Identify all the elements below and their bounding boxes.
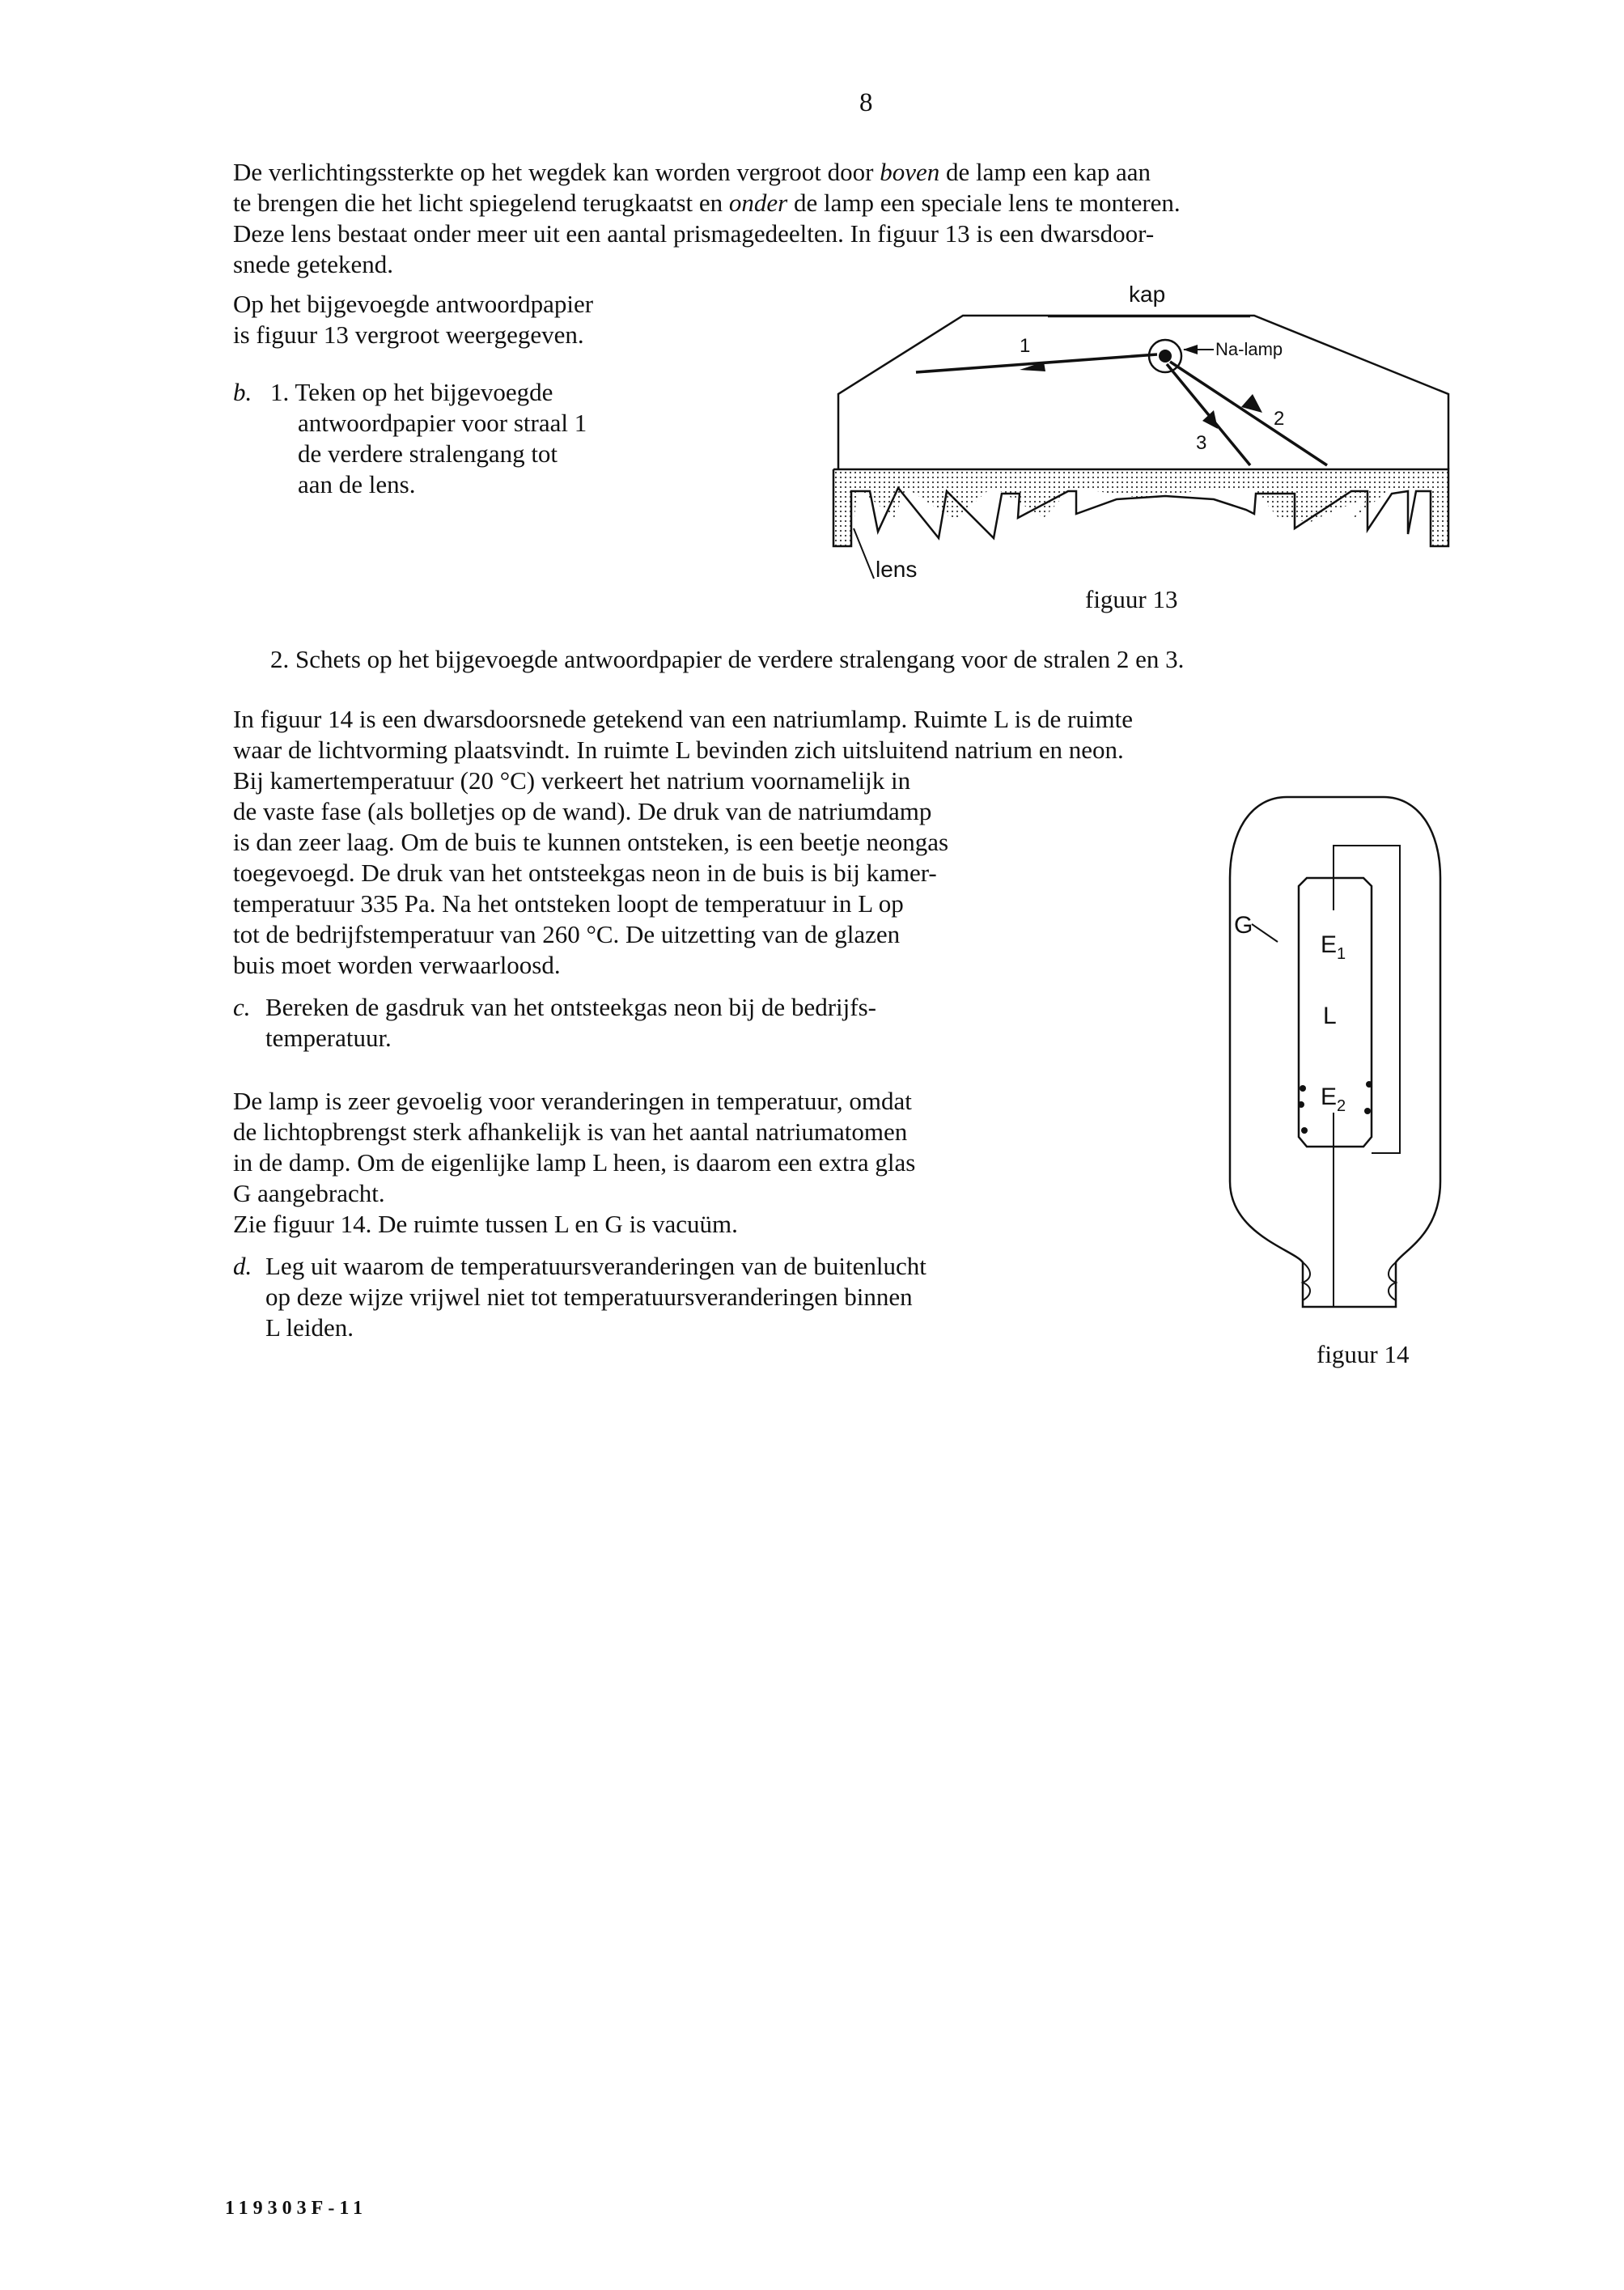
ray-3-arrowhead bbox=[1202, 410, 1218, 429]
intro-line-2 bbox=[233, 188, 1181, 218]
outer-glass-G bbox=[1230, 797, 1440, 1307]
intro-line-4: snede getekend. bbox=[233, 250, 393, 278]
ray-1-label: 1 bbox=[1020, 335, 1031, 357]
lens-pointer bbox=[854, 528, 874, 579]
screw-base-right bbox=[1389, 1262, 1396, 1300]
electrode-letter: E bbox=[1321, 1084, 1338, 1110]
question-c-letter bbox=[233, 992, 251, 1023]
intro-line-1 bbox=[233, 157, 1151, 188]
question-letter: b. bbox=[233, 378, 252, 406]
page-number: 8 bbox=[859, 88, 873, 117]
lamp-text-line-4: G aangebracht. bbox=[233, 1179, 385, 1207]
electrode-E2-label bbox=[1321, 1084, 1346, 1115]
sodium-text-line-4: de vaste fase (als bolletjes op de wand). De druk van de natriumdamp bbox=[233, 797, 932, 825]
outer-glass-G-label: G bbox=[1234, 912, 1253, 939]
footer-code: 119303F-11 bbox=[225, 2198, 368, 2219]
sodium-text-line-9: buis moet worden verwaarloosd. bbox=[233, 951, 561, 979]
kap-outline bbox=[838, 316, 1448, 469]
figure-13-caption: figuur 13 bbox=[1085, 585, 1178, 613]
na-lamp-core bbox=[1159, 350, 1172, 363]
lamp-text-line-3: in de damp. Om de eigenlijke lamp L heen, is daarom een extra glas bbox=[233, 1148, 916, 1177]
question-b2: 2. Schets op het bijgevoegde antwoordpapier de verdere stralengang voor de stralen 2 en 3. bbox=[270, 645, 1185, 673]
sodium-droplet bbox=[1298, 1101, 1304, 1108]
sodium-text-line-5: is dan zeer laag. Om de buis te kunnen ontsteken, is een beetje neongas bbox=[233, 828, 949, 856]
na-lamp-label: Na-lamp bbox=[1215, 339, 1283, 359]
question-c-line-1: Bereken de gasdruk van het ontsteekgas neon bij de bedrijfs- bbox=[265, 993, 876, 1021]
sodium-text-line-8: tot de bedrijfstemperatuur van 260 °C. De uitzetting van de glazen bbox=[233, 920, 901, 948]
sodium-droplet bbox=[1364, 1108, 1371, 1114]
lamp-text-line-5: Zie figuur 14. De ruimte tussen L en G is vacuüm. bbox=[233, 1210, 738, 1238]
sodium-droplet bbox=[1301, 1127, 1308, 1134]
answer-sheet-note-line-2: is figuur 13 vergroot weergegeven. bbox=[233, 320, 584, 349]
figure-13-lamp-cross-section bbox=[809, 271, 1424, 611]
ray-2-label: 2 bbox=[1274, 408, 1285, 430]
ray-3-label: 3 bbox=[1196, 432, 1207, 454]
intro-text: de lamp een speciale lens te monteren. bbox=[787, 189, 1181, 217]
ray-3 bbox=[1167, 364, 1250, 465]
question-d-line-1: Leg uit waarom de temperatuursveranderingen van de buitenlucht bbox=[265, 1252, 926, 1280]
answer-sheet-note-line-1: Op het bijgevoegde antwoordpapier bbox=[233, 290, 594, 318]
question-letter: c. bbox=[233, 993, 251, 1021]
electrode-subscript: 2 bbox=[1337, 1097, 1346, 1115]
sodium-text-line-3: Bij kamertemperatuur (20 °C) verkeert het natrium voornamelijk in bbox=[233, 766, 911, 795]
intro-text: de lamp een kap aan bbox=[939, 158, 1151, 186]
sodium-text-line-7: temperatuur 335 Pa. Na het ontsteken loopt de temperatuur in L op bbox=[233, 889, 904, 918]
question-b1-line-3: de verdere stralengang tot bbox=[298, 439, 558, 468]
sodium-text-line-6: toegevoegd. De druk van het ontsteekgas neon in de buis is bij kamer- bbox=[233, 859, 937, 887]
G-pointer bbox=[1252, 924, 1284, 948]
question-c-line-2: temperatuur. bbox=[265, 1024, 392, 1052]
G-pointer-line bbox=[1252, 924, 1278, 942]
electrode-letter: E bbox=[1321, 931, 1338, 958]
kap-label: kap bbox=[1129, 282, 1166, 307]
intro-line-3: Deze lens bestaat onder meer uit een aantal prismagedeelten. In figuur 13 is een dwarsdoor- bbox=[233, 219, 1155, 248]
lamp-text-line-1: De lamp is zeer gevoelig voor veranderingen in temperatuur, omdat bbox=[233, 1087, 912, 1115]
figure-14-sodium-lamp bbox=[1230, 797, 1440, 1331]
question-d-letter bbox=[233, 1251, 252, 1282]
electrode-subscript: 1 bbox=[1337, 945, 1346, 963]
ray-2 bbox=[1170, 362, 1327, 465]
emphasis-boven: boven bbox=[880, 158, 940, 186]
question-b-letter bbox=[233, 377, 252, 408]
lens-label: lens bbox=[876, 557, 918, 582]
sodium-droplet bbox=[1366, 1081, 1372, 1088]
figure-14-caption: figuur 14 bbox=[1317, 1340, 1410, 1368]
space-L-label: L bbox=[1323, 1003, 1337, 1029]
question-b1-line-1: 1. Teken op het bijgevoegde bbox=[270, 378, 553, 406]
electrode-E1-label bbox=[1321, 931, 1346, 963]
question-letter: d. bbox=[233, 1252, 252, 1280]
lamp-text-line-2: de lichtopbrengst sterk afhankelijk is van het aantal natriumatomen bbox=[233, 1117, 908, 1146]
question-d-line-2: op deze wijze vrijwel niet tot temperatuursveranderingen binnen bbox=[265, 1283, 913, 1311]
intro-text: te brengen die het licht spiegelend terugkaatst en bbox=[233, 189, 729, 217]
sodium-text-line-2: waar de lichtvorming plaatsvindt. In ruimte L bevinden zich uitsluitend natrium en neon. bbox=[233, 736, 1124, 764]
intro-text: De verlichtingssterkte op het wegdek kan worden vergroot door bbox=[233, 158, 880, 186]
question-b1-line-4: aan de lens. bbox=[298, 470, 416, 498]
na-lamp-pointer-arrowhead bbox=[1183, 345, 1198, 354]
emphasis-onder: onder bbox=[728, 189, 788, 217]
question-b1-line-2: antwoordpapier voor straal 1 bbox=[298, 409, 587, 437]
sodium-text-line-1: In figuur 14 is een dwarsdoorsnede getekend van een natriumlamp. Ruimte L is de ruimte bbox=[233, 705, 1133, 733]
screw-base-left bbox=[1303, 1262, 1310, 1300]
sodium-droplet bbox=[1300, 1085, 1306, 1092]
lens-hatch bbox=[833, 469, 1448, 546]
question-d-line-3: L leiden. bbox=[265, 1313, 354, 1342]
